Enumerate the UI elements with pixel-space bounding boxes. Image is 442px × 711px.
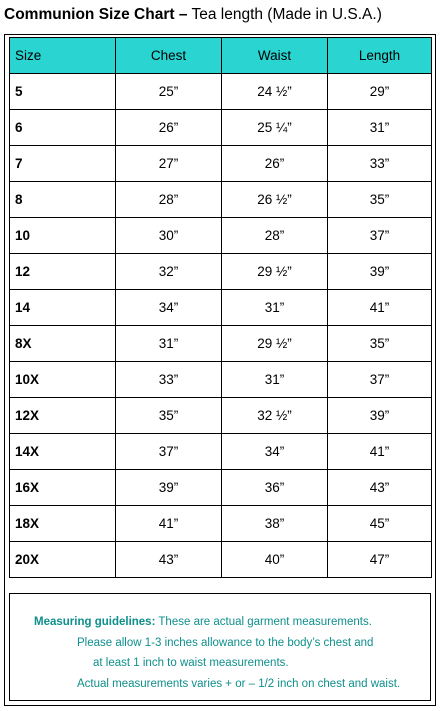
length-cell: 39”	[328, 398, 432, 434]
chest-cell: 26”	[116, 110, 222, 146]
chest-cell: 35”	[116, 398, 222, 434]
chest-cell: 28”	[116, 182, 222, 218]
size-cell: 12	[10, 254, 116, 290]
size-cell: 6	[10, 110, 116, 146]
chest-cell: 27”	[116, 146, 222, 182]
title-subtitle: Tea length (Made in U.S.A.)	[187, 6, 382, 23]
title-bold: Communion Size Chart –	[4, 6, 188, 23]
length-cell: 31”	[328, 110, 432, 146]
waist-cell: 29 ½”	[222, 326, 328, 362]
table-row	[10, 506, 432, 542]
length-cell: 45”	[328, 506, 432, 542]
guidelines-label: Measuring guidelines:	[34, 616, 156, 628]
size-cell: 8	[10, 182, 116, 218]
size-cell: 10X	[10, 362, 116, 398]
waist-cell: 26 ½”	[222, 182, 328, 218]
guidelines-intro: These are actual garment measurements.	[155, 616, 372, 628]
table-row	[10, 218, 432, 254]
table-row	[10, 182, 432, 218]
length-cell: 35”	[328, 182, 432, 218]
table-row	[10, 434, 432, 470]
size-cell: 8X	[10, 326, 116, 362]
table-row	[10, 470, 432, 506]
table-row	[10, 326, 432, 362]
header-row	[10, 38, 432, 74]
guideline-line-2: Please allow 1-3 inches allowance to the body’s chest and	[77, 637, 374, 649]
chest-cell: 34”	[116, 290, 222, 326]
waist-cell: 26”	[222, 146, 328, 182]
header-waist: Waist	[222, 38, 328, 74]
size-cell: 14	[10, 290, 116, 326]
waist-cell: 29 ½”	[222, 254, 328, 290]
guideline-line-1	[34, 616, 372, 628]
length-cell: 41”	[328, 434, 432, 470]
chest-cell: 39”	[116, 470, 222, 506]
table-row	[10, 74, 432, 110]
header-length: Length	[328, 38, 432, 74]
chest-cell: 37”	[116, 434, 222, 470]
waist-cell: 34”	[222, 434, 328, 470]
size-cell: 14X	[10, 434, 116, 470]
chest-cell: 33”	[116, 362, 222, 398]
chest-cell: 32”	[116, 254, 222, 290]
length-cell: 29”	[328, 74, 432, 110]
size-cell: 7	[10, 146, 116, 182]
length-cell: 33”	[328, 146, 432, 182]
measuring-guidelines-box	[9, 593, 431, 701]
size-cell: 20X	[10, 542, 116, 578]
length-cell: 37”	[328, 362, 432, 398]
size-cell: 16X	[10, 470, 116, 506]
waist-cell: 40”	[222, 542, 328, 578]
length-cell: 35”	[328, 326, 432, 362]
guideline-line-3: at least 1 inch to waist measurements.	[93, 657, 289, 669]
table-row	[10, 398, 432, 434]
waist-cell: 36”	[222, 470, 328, 506]
page-title	[4, 6, 382, 24]
size-chart-sheet	[4, 34, 436, 706]
table-row	[10, 542, 432, 578]
table-row	[10, 290, 432, 326]
guideline-line-4: Actual measurements varies + or – 1/2 inch on chest and waist.	[77, 678, 401, 690]
length-cell: 43”	[328, 470, 432, 506]
chest-cell: 41”	[116, 506, 222, 542]
size-chart-table	[9, 37, 432, 578]
chest-cell: 31”	[116, 326, 222, 362]
table-row	[10, 110, 432, 146]
size-cell: 18X	[10, 506, 116, 542]
length-cell: 39”	[328, 254, 432, 290]
chest-cell: 43”	[116, 542, 222, 578]
header-chest: Chest	[116, 38, 222, 74]
size-cell: 10	[10, 218, 116, 254]
length-cell: 47”	[328, 542, 432, 578]
length-cell: 37”	[328, 218, 432, 254]
size-cell: 12X	[10, 398, 116, 434]
waist-cell: 24 ½”	[222, 74, 328, 110]
table-row	[10, 362, 432, 398]
waist-cell: 31”	[222, 290, 328, 326]
header-size: Size	[10, 38, 116, 74]
table-row	[10, 146, 432, 182]
chest-cell: 30”	[116, 218, 222, 254]
waist-cell: 38”	[222, 506, 328, 542]
waist-cell: 25 ¼”	[222, 110, 328, 146]
length-cell: 41”	[328, 290, 432, 326]
chest-cell: 25”	[116, 74, 222, 110]
waist-cell: 32 ½”	[222, 398, 328, 434]
size-cell: 5	[10, 74, 116, 110]
table-row	[10, 254, 432, 290]
waist-cell: 28”	[222, 218, 328, 254]
waist-cell: 31”	[222, 362, 328, 398]
